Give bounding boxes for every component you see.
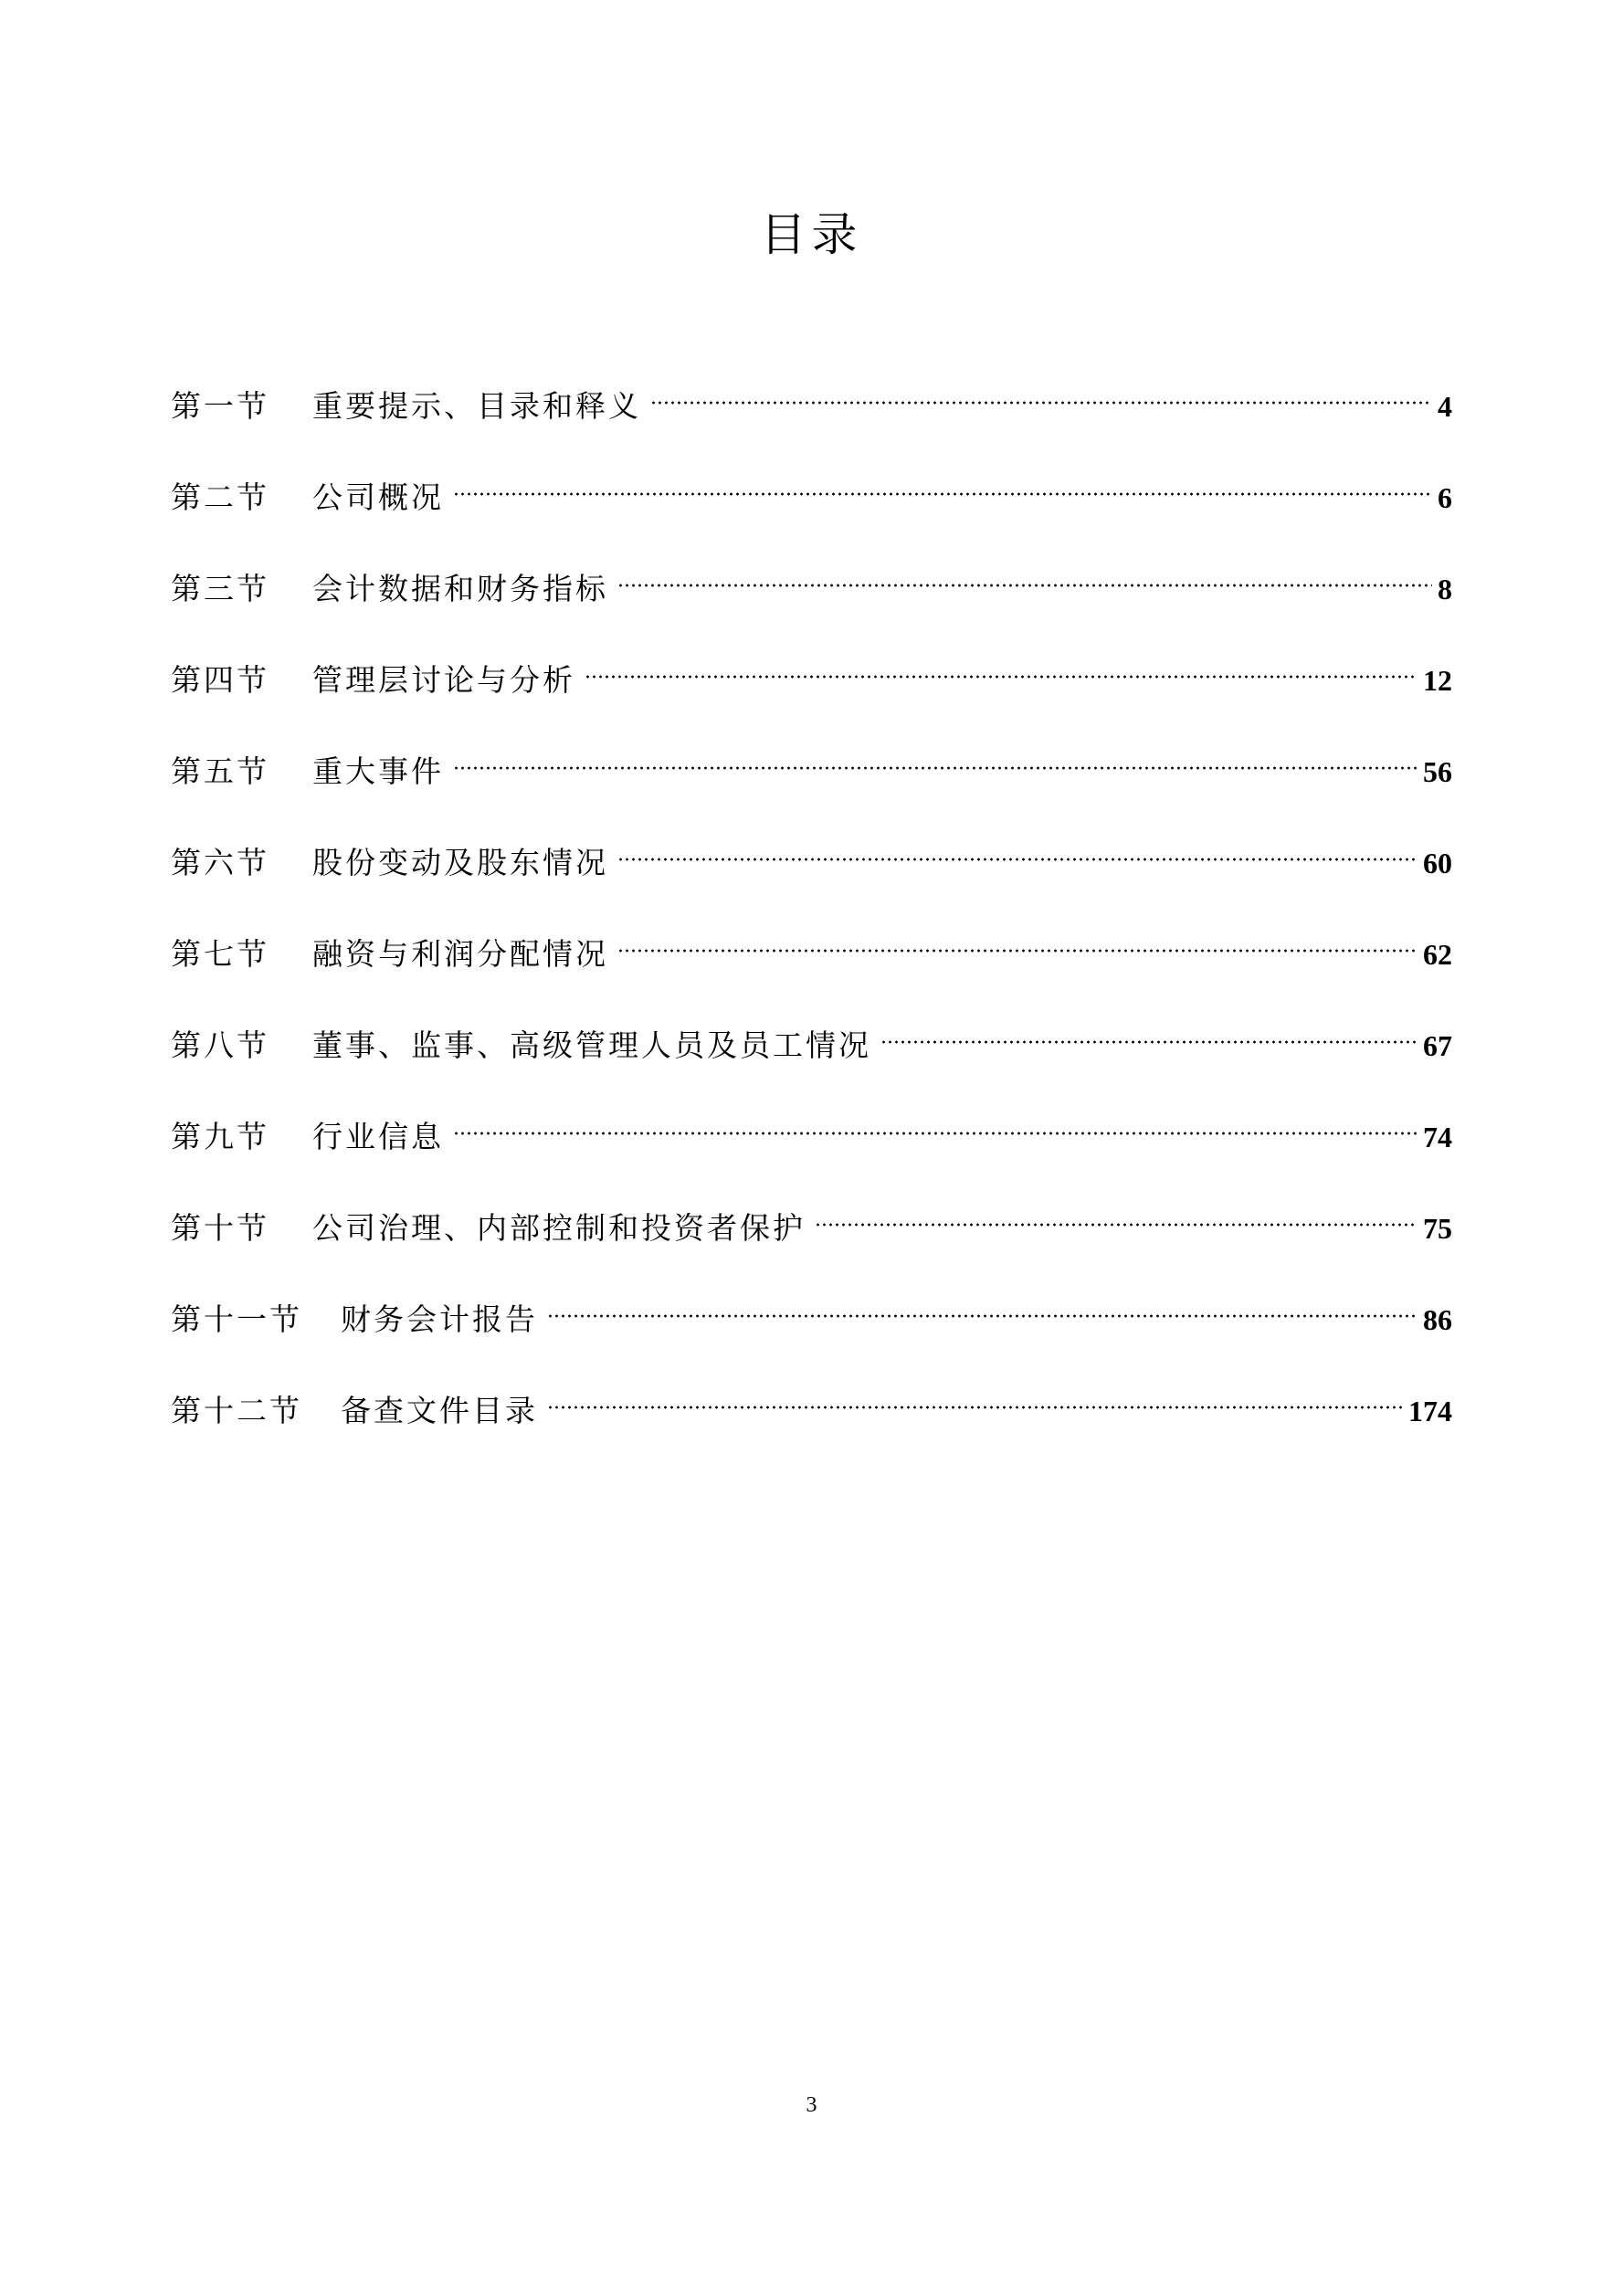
toc-entry[interactable] — [171, 1187, 1452, 1246]
toc-dot-leader — [815, 1187, 1417, 1238]
toc-section-title: 会计数据和财务指标 — [312, 571, 608, 606]
toc-section-number: 第十一节 — [171, 1301, 302, 1337]
toc-dot-leader — [617, 913, 1417, 964]
toc-dot-leader — [585, 639, 1417, 690]
toc-entry[interactable] — [171, 457, 1452, 515]
toc-page-number: 62 — [1423, 938, 1452, 971]
toc-section-number: 第十二节 — [171, 1393, 302, 1428]
toc-page-number: 12 — [1423, 664, 1452, 697]
toc-page-number: 6 — [1438, 481, 1452, 514]
toc-section-title: 重大事件 — [312, 753, 444, 789]
toc-entry[interactable] — [171, 731, 1452, 789]
toc-page-number: 74 — [1423, 1121, 1452, 1153]
toc-section-title: 管理层讨论与分析 — [312, 662, 575, 698]
toc-page-number: 67 — [1423, 1029, 1452, 1062]
toc-entry[interactable] — [171, 639, 1452, 698]
toc-entry[interactable] — [171, 365, 1452, 424]
toc-section-title: 重要提示、目录和释义 — [312, 388, 641, 424]
toc-section-title: 行业信息 — [312, 1119, 444, 1154]
toc-entry[interactable] — [171, 1370, 1452, 1428]
toc-dot-leader — [617, 822, 1417, 873]
page-title: 目录 — [760, 208, 863, 261]
toc-dot-leader — [453, 731, 1417, 782]
toc-entry[interactable] — [171, 1096, 1452, 1154]
page-number: 3 — [806, 2093, 817, 2117]
toc-entry[interactable] — [171, 822, 1452, 880]
toc-entry[interactable] — [171, 913, 1452, 972]
toc-page-number: 174 — [1408, 1395, 1452, 1427]
toc-dot-leader — [453, 1096, 1417, 1147]
toc-section-number: 第四节 — [171, 662, 269, 698]
toc-section-number: 第一节 — [171, 388, 269, 424]
toc-dot-leader — [880, 1005, 1417, 1056]
toc-section-number: 第五节 — [171, 753, 269, 789]
toc-section-title: 备查文件目录 — [341, 1393, 538, 1428]
toc-page-number: 75 — [1423, 1212, 1452, 1245]
toc-section-title: 公司概况 — [312, 479, 444, 515]
toc-section-title: 融资与利润分配情况 — [312, 936, 608, 972]
toc-section-title: 公司治理、内部控制和投资者保护 — [312, 1210, 806, 1246]
toc-section-number: 第八节 — [171, 1027, 269, 1063]
toc-section-number: 第九节 — [171, 1119, 269, 1154]
toc-section-title: 董事、监事、高级管理人员及员工情况 — [312, 1027, 871, 1063]
toc-section-title: 股份变动及股东情况 — [312, 845, 608, 880]
toc-dot-leader — [617, 548, 1432, 599]
toc-section-number: 第六节 — [171, 845, 269, 880]
toc-section-number: 第二节 — [171, 479, 269, 515]
toc-page-number: 60 — [1423, 847, 1452, 879]
toc-entry[interactable] — [171, 1005, 1452, 1063]
toc-section-number: 第十节 — [171, 1210, 269, 1246]
toc-entry[interactable] — [171, 548, 1452, 606]
toc-section-number: 第三节 — [171, 571, 269, 606]
toc-dot-leader — [547, 1279, 1417, 1330]
toc-dot-leader — [650, 365, 1432, 416]
toc-page-number: 8 — [1438, 573, 1452, 606]
toc-page-number: 86 — [1423, 1303, 1452, 1336]
toc-entry[interactable] — [171, 1279, 1452, 1337]
toc-page-number: 4 — [1438, 390, 1452, 423]
toc-dot-leader — [547, 1370, 1403, 1421]
toc-dot-leader — [453, 457, 1432, 508]
toc-section-title: 财务会计报告 — [341, 1301, 538, 1337]
toc-page-number: 56 — [1423, 755, 1452, 788]
toc-section-number: 第七节 — [171, 936, 269, 972]
